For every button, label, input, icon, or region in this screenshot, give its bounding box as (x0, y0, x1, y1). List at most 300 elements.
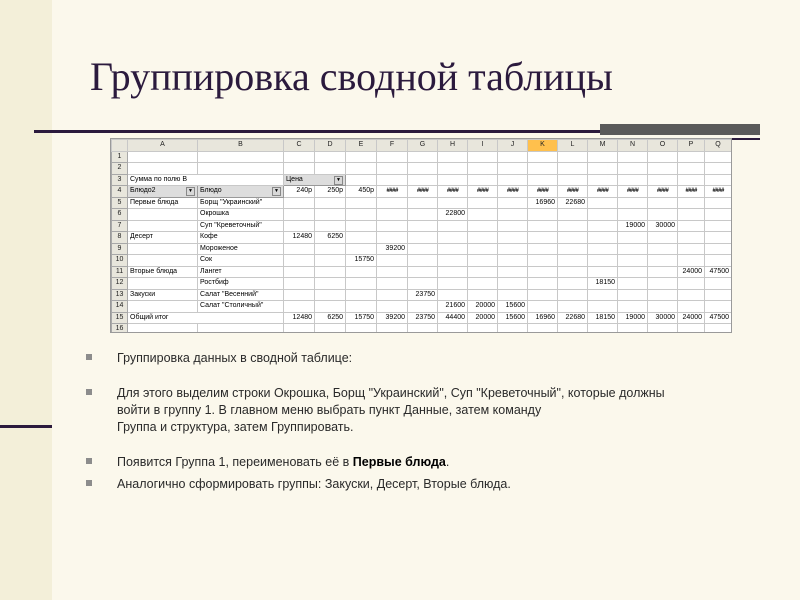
cell[interactable] (346, 324, 377, 334)
cell[interactable] (315, 163, 346, 175)
value-cell[interactable] (498, 243, 528, 255)
cell[interactable] (588, 151, 618, 163)
value-cell[interactable] (705, 209, 732, 221)
value-cell[interactable] (438, 278, 468, 290)
cell[interactable] (705, 163, 732, 175)
cell[interactable] (648, 174, 678, 186)
cell[interactable] (558, 324, 588, 334)
cell[interactable] (468, 324, 498, 334)
cell[interactable] (284, 163, 315, 175)
value-cell[interactable] (284, 243, 315, 255)
cell[interactable] (705, 324, 732, 334)
value-cell[interactable] (618, 197, 648, 209)
value-cell[interactable] (528, 220, 558, 232)
cell[interactable] (377, 174, 408, 186)
cell[interactable] (315, 324, 346, 334)
total-cell[interactable]: 22680 (558, 312, 588, 324)
value-cell[interactable] (284, 220, 315, 232)
value-cell[interactable] (284, 301, 315, 313)
cell[interactable] (408, 163, 438, 175)
value-cell[interactable] (315, 209, 346, 221)
cell[interactable] (588, 174, 618, 186)
cell[interactable] (588, 163, 618, 175)
value-cell[interactable] (588, 232, 618, 244)
row-field-button[interactable] (128, 186, 198, 198)
value-cell[interactable] (315, 266, 346, 278)
value-cell[interactable] (648, 301, 678, 313)
cell[interactable] (705, 174, 732, 186)
price-header[interactable]: 240р (284, 186, 315, 198)
value-cell[interactable]: 21600 (438, 301, 468, 313)
group-cell[interactable] (128, 278, 198, 290)
cell[interactable] (618, 151, 648, 163)
value-cell[interactable] (678, 278, 705, 290)
cell[interactable] (346, 151, 377, 163)
total-cell[interactable]: 23750 (408, 312, 438, 324)
row-header[interactable]: 5 (112, 197, 128, 209)
value-cell[interactable] (468, 278, 498, 290)
value-cell[interactable] (528, 278, 558, 290)
value-cell[interactable] (408, 301, 438, 313)
value-cell[interactable] (377, 266, 408, 278)
value-cell[interactable] (468, 232, 498, 244)
total-cell[interactable]: 44400 (438, 312, 468, 324)
value-cell[interactable]: 15600 (498, 301, 528, 313)
value-cell[interactable] (408, 220, 438, 232)
group-cell[interactable] (128, 301, 198, 313)
value-cell[interactable] (438, 266, 468, 278)
value-cell[interactable]: 47500 (705, 266, 732, 278)
value-cell[interactable] (678, 255, 705, 267)
value-cell[interactable] (528, 232, 558, 244)
value-cell[interactable] (346, 197, 377, 209)
item-cell[interactable]: Борщ "Украинский" (198, 197, 284, 209)
item-cell[interactable]: Ростбиф (198, 278, 284, 290)
value-cell[interactable] (468, 266, 498, 278)
value-cell[interactable] (705, 220, 732, 232)
cell[interactable] (377, 324, 408, 334)
value-cell[interactable] (705, 255, 732, 267)
value-cell[interactable] (588, 197, 618, 209)
cell[interactable] (678, 151, 705, 163)
column-header[interactable]: D (315, 140, 346, 152)
value-cell[interactable] (498, 289, 528, 301)
column-header[interactable]: C (284, 140, 315, 152)
value-cell[interactable] (678, 289, 705, 301)
cell[interactable] (558, 151, 588, 163)
cell[interactable] (648, 324, 678, 334)
group-cell[interactable] (128, 255, 198, 267)
value-cell[interactable] (284, 266, 315, 278)
value-cell[interactable] (498, 255, 528, 267)
cell[interactable] (128, 151, 198, 163)
value-cell[interactable] (618, 255, 648, 267)
price-header[interactable]: #### (438, 186, 468, 198)
row-field-button[interactable] (198, 186, 284, 198)
cell[interactable] (648, 151, 678, 163)
value-cell[interactable] (678, 197, 705, 209)
value-cell[interactable] (284, 278, 315, 290)
group-cell[interactable]: Первые блюда (128, 197, 198, 209)
cell[interactable] (438, 324, 468, 334)
value-cell[interactable] (588, 301, 618, 313)
value-cell[interactable] (346, 243, 377, 255)
value-cell[interactable] (498, 220, 528, 232)
total-cell[interactable]: 47500 (705, 312, 732, 324)
value-cell[interactable] (618, 232, 648, 244)
value-cell[interactable] (468, 209, 498, 221)
value-cell[interactable]: 12480 (284, 232, 315, 244)
group-cell[interactable]: Вторые блюда (128, 266, 198, 278)
value-cell[interactable] (618, 209, 648, 221)
cell[interactable] (618, 163, 648, 175)
cell[interactable] (377, 163, 408, 175)
value-cell[interactable] (438, 255, 468, 267)
value-cell[interactable] (408, 243, 438, 255)
value-cell[interactable] (678, 243, 705, 255)
value-cell[interactable] (408, 232, 438, 244)
cell[interactable] (705, 151, 732, 163)
price-header[interactable]: #### (588, 186, 618, 198)
data-field-label[interactable]: Сумма по полю В (128, 174, 284, 186)
row-header[interactable]: 14 (112, 301, 128, 313)
value-cell[interactable] (528, 209, 558, 221)
value-cell[interactable] (648, 289, 678, 301)
value-cell[interactable]: 22800 (438, 209, 468, 221)
value-cell[interactable] (346, 289, 377, 301)
price-header[interactable]: #### (618, 186, 648, 198)
value-cell[interactable] (346, 278, 377, 290)
item-cell[interactable]: Сок (198, 255, 284, 267)
cell[interactable] (468, 174, 498, 186)
value-cell[interactable] (408, 197, 438, 209)
value-cell[interactable] (588, 220, 618, 232)
row-header[interactable]: 15 (112, 312, 128, 324)
value-cell[interactable] (346, 301, 377, 313)
row-header[interactable]: 13 (112, 289, 128, 301)
cell[interactable] (438, 163, 468, 175)
cell[interactable] (648, 163, 678, 175)
cell[interactable] (468, 151, 498, 163)
cell[interactable] (558, 174, 588, 186)
total-cell[interactable]: 18150 (588, 312, 618, 324)
value-cell[interactable] (377, 220, 408, 232)
price-header[interactable]: 450р (346, 186, 377, 198)
price-header[interactable]: #### (498, 186, 528, 198)
value-cell[interactable] (468, 220, 498, 232)
cell[interactable] (284, 151, 315, 163)
value-cell[interactable] (408, 209, 438, 221)
value-cell[interactable] (618, 278, 648, 290)
column-header[interactable]: N (618, 140, 648, 152)
cell[interactable] (678, 163, 705, 175)
sheet-corner[interactable] (112, 140, 128, 152)
value-cell[interactable] (315, 301, 346, 313)
value-cell[interactable] (438, 220, 468, 232)
value-cell[interactable]: 16960 (528, 197, 558, 209)
column-header[interactable]: O (648, 140, 678, 152)
value-cell[interactable]: 22680 (558, 197, 588, 209)
value-cell[interactable] (618, 266, 648, 278)
value-cell[interactable] (705, 301, 732, 313)
value-cell[interactable] (705, 232, 732, 244)
value-cell[interactable] (588, 289, 618, 301)
value-cell[interactable] (346, 220, 377, 232)
value-cell[interactable] (618, 243, 648, 255)
cell[interactable] (618, 324, 648, 334)
cell[interactable] (128, 163, 198, 175)
cell[interactable] (346, 174, 377, 186)
value-cell[interactable] (588, 266, 618, 278)
column-header[interactable]: J (498, 140, 528, 152)
value-cell[interactable] (346, 209, 377, 221)
column-header[interactable]: H (438, 140, 468, 152)
column-header[interactable]: Q (705, 140, 732, 152)
cell[interactable] (528, 324, 558, 334)
cell[interactable] (284, 324, 315, 334)
total-cell[interactable]: 30000 (648, 312, 678, 324)
row-header[interactable]: 16 (112, 324, 128, 334)
value-cell[interactable] (678, 301, 705, 313)
column-header[interactable]: M (588, 140, 618, 152)
value-cell[interactable] (705, 197, 732, 209)
value-cell[interactable] (315, 255, 346, 267)
cell[interactable] (198, 324, 284, 334)
price-header[interactable]: #### (468, 186, 498, 198)
column-header[interactable]: L (558, 140, 588, 152)
cell[interactable] (438, 174, 468, 186)
value-cell[interactable] (558, 289, 588, 301)
value-cell[interactable] (678, 232, 705, 244)
value-cell[interactable] (284, 209, 315, 221)
value-cell[interactable] (528, 255, 558, 267)
total-cell[interactable]: 19000 (618, 312, 648, 324)
cell[interactable] (198, 163, 284, 175)
value-cell[interactable] (377, 289, 408, 301)
row-header[interactable]: 7 (112, 220, 128, 232)
value-cell[interactable] (315, 243, 346, 255)
column-header[interactable]: E (346, 140, 377, 152)
group-cell[interactable] (128, 209, 198, 221)
value-cell[interactable] (438, 197, 468, 209)
row-header[interactable]: 10 (112, 255, 128, 267)
value-cell[interactable] (588, 209, 618, 221)
value-cell[interactable] (377, 232, 408, 244)
price-header[interactable]: #### (648, 186, 678, 198)
value-cell[interactable] (377, 197, 408, 209)
dropdown-arrow-icon[interactable]: ▼ (334, 176, 343, 185)
group-cell[interactable] (128, 243, 198, 255)
cell[interactable] (498, 174, 528, 186)
value-cell[interactable] (315, 220, 346, 232)
value-cell[interactable]: 15750 (346, 255, 377, 267)
value-cell[interactable] (408, 255, 438, 267)
column-header[interactable]: B (198, 140, 284, 152)
row-header[interactable]: 9 (112, 243, 128, 255)
price-header[interactable]: 250р (315, 186, 346, 198)
total-cell[interactable]: 6250 (315, 312, 346, 324)
total-cell[interactable]: 15750 (346, 312, 377, 324)
cell[interactable] (198, 151, 284, 163)
value-cell[interactable] (468, 243, 498, 255)
value-cell[interactable] (558, 278, 588, 290)
group-cell[interactable] (128, 220, 198, 232)
cell[interactable] (128, 324, 198, 334)
value-cell[interactable] (648, 266, 678, 278)
value-cell[interactable] (284, 197, 315, 209)
price-header[interactable]: #### (408, 186, 438, 198)
value-cell[interactable] (346, 266, 377, 278)
column-header[interactable]: G (408, 140, 438, 152)
value-cell[interactable] (377, 209, 408, 221)
cell[interactable] (346, 163, 377, 175)
total-cell[interactable]: 15600 (498, 312, 528, 324)
value-cell[interactable] (284, 255, 315, 267)
value-cell[interactable]: 20000 (468, 301, 498, 313)
value-cell[interactable] (408, 266, 438, 278)
value-cell[interactable] (648, 209, 678, 221)
value-cell[interactable] (315, 289, 346, 301)
value-cell[interactable] (528, 266, 558, 278)
value-cell[interactable] (315, 197, 346, 209)
cell[interactable] (528, 174, 558, 186)
group-cell[interactable]: Закуски (128, 289, 198, 301)
item-cell[interactable]: Кофе (198, 232, 284, 244)
value-cell[interactable] (558, 255, 588, 267)
value-cell[interactable] (528, 301, 558, 313)
cell[interactable] (408, 151, 438, 163)
column-header[interactable]: I (468, 140, 498, 152)
total-cell[interactable]: 16960 (528, 312, 558, 324)
row-header[interactable]: 12 (112, 278, 128, 290)
dropdown-arrow-icon[interactable]: ▼ (272, 187, 281, 196)
cell[interactable] (678, 174, 705, 186)
value-cell[interactable] (648, 232, 678, 244)
value-cell[interactable] (705, 278, 732, 290)
cell[interactable] (408, 174, 438, 186)
value-cell[interactable] (588, 243, 618, 255)
item-cell[interactable]: Мороженое (198, 243, 284, 255)
item-cell[interactable]: Лангет (198, 266, 284, 278)
value-cell[interactable] (377, 278, 408, 290)
cell[interactable] (528, 151, 558, 163)
value-cell[interactable] (438, 232, 468, 244)
value-cell[interactable] (678, 209, 705, 221)
dropdown-arrow-icon[interactable]: ▼ (186, 187, 195, 196)
value-cell[interactable]: 23750 (408, 289, 438, 301)
total-cell[interactable]: 24000 (678, 312, 705, 324)
column-header[interactable]: F (377, 140, 408, 152)
cell[interactable] (498, 151, 528, 163)
value-cell[interactable] (618, 289, 648, 301)
cell[interactable] (528, 163, 558, 175)
value-cell[interactable] (438, 243, 468, 255)
value-cell[interactable] (588, 255, 618, 267)
value-cell[interactable] (618, 301, 648, 313)
value-cell[interactable] (498, 278, 528, 290)
value-cell[interactable] (498, 197, 528, 209)
cell[interactable] (468, 163, 498, 175)
total-cell[interactable]: 39200 (377, 312, 408, 324)
value-cell[interactable] (498, 232, 528, 244)
value-cell[interactable] (558, 243, 588, 255)
value-cell[interactable] (558, 266, 588, 278)
row-header[interactable]: 3 (112, 174, 128, 186)
cell[interactable] (498, 163, 528, 175)
value-cell[interactable]: 30000 (648, 220, 678, 232)
total-cell[interactable]: 12480 (284, 312, 315, 324)
price-field-button[interactable] (284, 174, 346, 186)
value-cell[interactable] (408, 278, 438, 290)
row-header[interactable]: 11 (112, 266, 128, 278)
row-header[interactable]: 8 (112, 232, 128, 244)
value-cell[interactable] (377, 301, 408, 313)
value-cell[interactable] (648, 243, 678, 255)
cell[interactable] (377, 151, 408, 163)
value-cell[interactable] (528, 243, 558, 255)
cell[interactable] (588, 324, 618, 334)
value-cell[interactable] (705, 243, 732, 255)
price-header[interactable]: #### (558, 186, 588, 198)
cell[interactable] (438, 151, 468, 163)
value-cell[interactable] (315, 278, 346, 290)
value-cell[interactable] (284, 289, 315, 301)
row-header[interactable]: 4 (112, 186, 128, 198)
value-cell[interactable] (558, 220, 588, 232)
value-cell[interactable] (438, 289, 468, 301)
column-header[interactable]: K (528, 140, 558, 152)
value-cell[interactable] (558, 232, 588, 244)
cell[interactable] (678, 324, 705, 334)
cell[interactable] (558, 163, 588, 175)
value-cell[interactable] (498, 209, 528, 221)
item-cell[interactable]: Суп "Креветочный" (198, 220, 284, 232)
row-header[interactable]: 6 (112, 209, 128, 221)
cell[interactable] (618, 174, 648, 186)
item-cell[interactable]: Салат "Столичный" (198, 301, 284, 313)
value-cell[interactable] (705, 289, 732, 301)
cell[interactable] (315, 151, 346, 163)
value-cell[interactable] (346, 232, 377, 244)
value-cell[interactable] (678, 220, 705, 232)
item-cell[interactable]: Салат "Весенний" (198, 289, 284, 301)
value-cell[interactable] (648, 197, 678, 209)
group-cell[interactable]: Десерт (128, 232, 198, 244)
value-cell[interactable]: 19000 (618, 220, 648, 232)
value-cell[interactable] (468, 255, 498, 267)
total-cell[interactable]: 20000 (468, 312, 498, 324)
column-header[interactable]: P (678, 140, 705, 152)
cell[interactable] (408, 324, 438, 334)
price-header[interactable]: #### (678, 186, 705, 198)
total-label[interactable]: Общий итог (128, 312, 284, 324)
cell[interactable] (498, 324, 528, 334)
value-cell[interactable] (468, 197, 498, 209)
value-cell[interactable] (648, 278, 678, 290)
value-cell[interactable]: 6250 (315, 232, 346, 244)
price-header[interactable]: #### (528, 186, 558, 198)
item-cell[interactable]: Окрошка (198, 209, 284, 221)
price-header[interactable]: #### (377, 186, 408, 198)
value-cell[interactable] (648, 255, 678, 267)
value-cell[interactable] (558, 209, 588, 221)
value-cell[interactable] (377, 255, 408, 267)
value-cell[interactable] (498, 266, 528, 278)
value-cell[interactable]: 18150 (588, 278, 618, 290)
row-header[interactable]: 1 (112, 151, 128, 163)
value-cell[interactable]: 39200 (377, 243, 408, 255)
column-header[interactable]: A (128, 140, 198, 152)
